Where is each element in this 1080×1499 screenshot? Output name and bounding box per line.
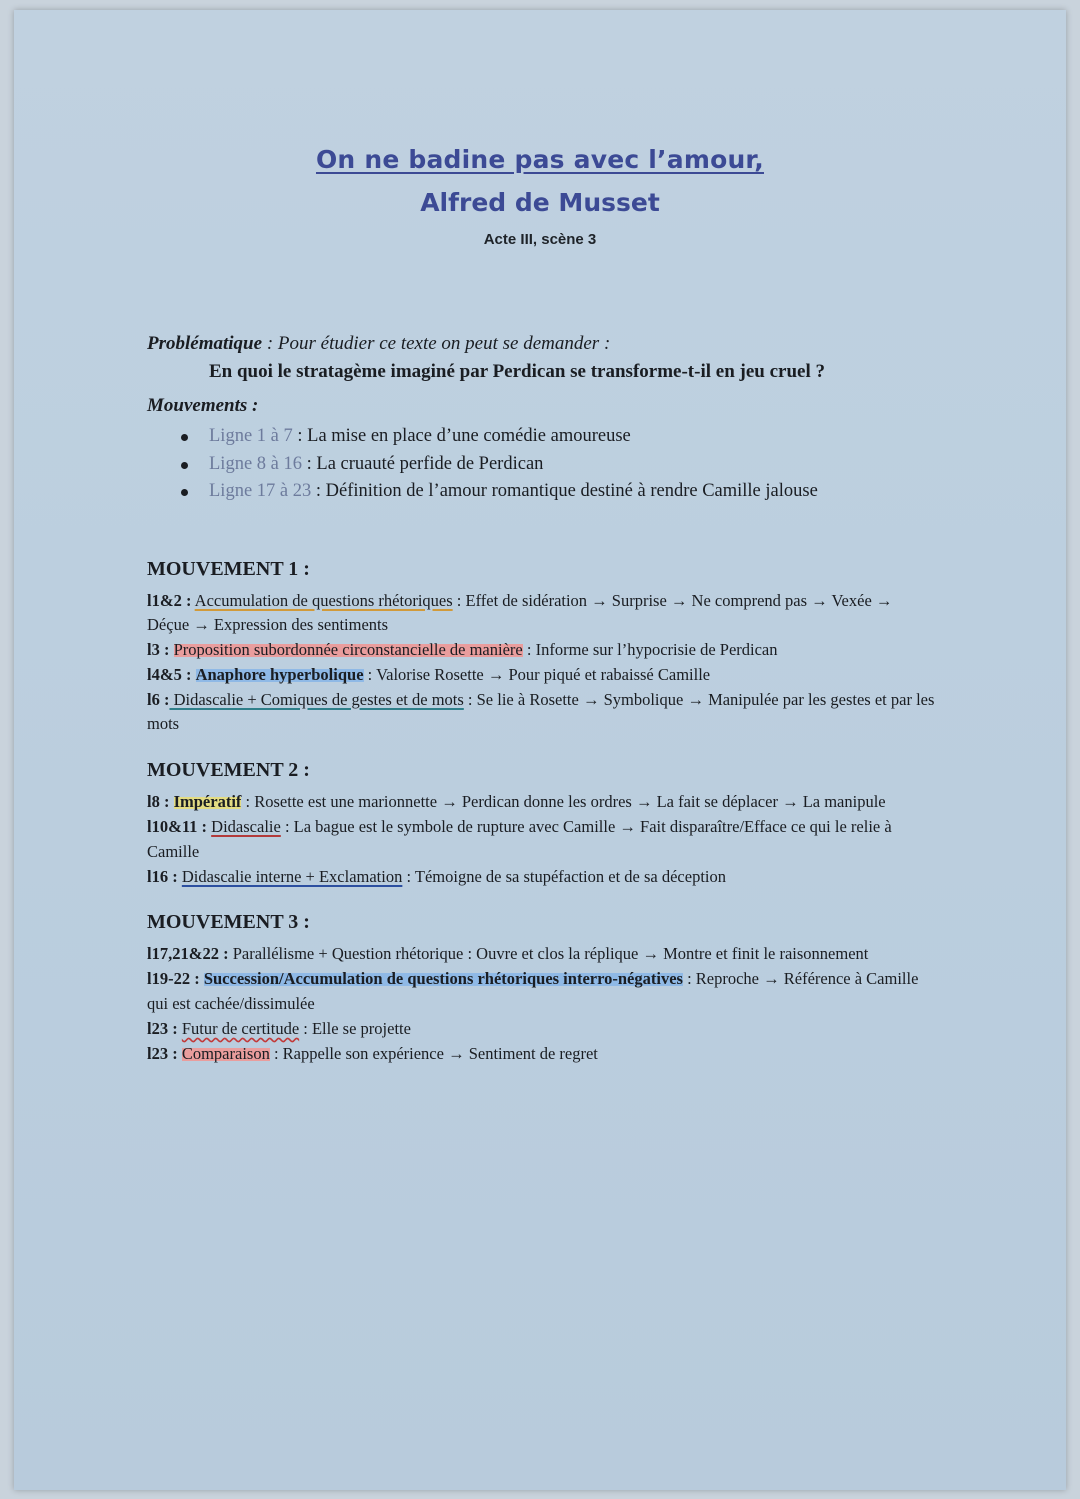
list-item: [209, 423, 937, 451]
document-body: [147, 333, 937, 1066]
section-mouvement-3: [147, 911, 937, 1066]
entry-term: Succession/Accumulation de questions rhétoriques interro-négatives: [203, 969, 683, 989]
entry-term: Anaphore hyperbolique: [195, 664, 364, 684]
list-item: [209, 451, 937, 479]
entry-ref: l4&5 :: [147, 664, 192, 684]
section-title: MOUVEMENT 3 :: [147, 911, 310, 934]
title-block: [0, 145, 1080, 248]
entry-ref: l23 :: [147, 1043, 178, 1063]
entry-text: : Effet de sidération → Surprise → Ne comprend pas → Vexée → Déçue → Expression des sentiments: [147, 590, 893, 635]
problematique-intro: : Pour étudier ce texte on peut se demander :: [262, 333, 611, 354]
entry-term: Impératif: [173, 792, 242, 812]
list-item: [209, 478, 937, 506]
line-ref: Ligne 17 à 23: [209, 481, 312, 501]
entry-text: : Témoigne de sa stupéfaction et de sa déception: [402, 866, 726, 886]
analysis-entry: [147, 790, 937, 815]
entry-term: Didascalie interne + Exclamation: [181, 866, 403, 886]
bullet-icon: [181, 489, 188, 496]
entry-text: : Rosette est une marionnette → Perdican donne les ordres → La fait se déplacer → La manipule: [241, 792, 886, 812]
entry-term: Didascalie + Comiques de gestes et de mots: [169, 689, 464, 709]
entry-ref: l8 :: [147, 792, 170, 812]
entry-term: Parallélisme + Question rhétorique: [232, 944, 464, 964]
entry-text: : Reproche → Référence à Camille qui est cachée/dissimulée: [147, 969, 919, 1014]
entry-text: : Elle se projette: [299, 1018, 411, 1038]
entry-ref: l10&11 :: [147, 817, 208, 837]
document-author: Alfred de Musset: [420, 188, 660, 217]
section-mouvement-2: [147, 759, 937, 889]
line-ref: Ligne 1 à 7: [209, 426, 293, 446]
entry-ref: l16 :: [147, 866, 178, 886]
entry-text: : Ouvre et clos la réplique → Montre et finit le raisonnement: [463, 944, 869, 964]
analysis-entry: [147, 589, 937, 639]
entry-term: Didascalie: [211, 817, 281, 837]
entry-term: Accumulation de questions rhétoriques: [194, 590, 453, 610]
problematique-label: Problématique: [147, 333, 263, 354]
mouvements-label: Mouvements :: [147, 395, 259, 416]
document-title: On ne badine pas avec l’amour,: [315, 145, 764, 174]
entry-ref: l23 :: [147, 1018, 178, 1038]
section-mouvement-1: [147, 558, 937, 738]
entry-text: : Valorise Rosette → Pour piqué et rabaissé Camille: [363, 664, 711, 684]
bullet-icon: [181, 434, 188, 441]
section-title: MOUVEMENT 1 :: [147, 557, 310, 580]
entry-ref: l1&2 :: [147, 590, 192, 610]
analysis-entry: [147, 967, 937, 1017]
entry-ref: l19-22 :: [147, 969, 200, 989]
entry-term: Comparaison: [181, 1043, 270, 1063]
entry-text: : La bague est le symbole de rupture avec Camille → Fait disparaître/Efface ce qui le relie à Camille: [147, 817, 892, 861]
entry-text: : Rappelle son expérience → Sentiment de regret: [269, 1043, 598, 1063]
document-act: Acte III, scène 3: [483, 231, 597, 248]
analysis-entry: [147, 1042, 937, 1067]
analysis-entry: [147, 688, 937, 738]
entry-ref: l17,21&22 :: [147, 944, 229, 964]
entry-ref: l3 :: [147, 640, 170, 660]
analysis-entry: [147, 815, 937, 865]
section-title: MOUVEMENT 2 :: [147, 759, 310, 782]
mouvements-list: [147, 423, 937, 506]
problematique-question: En quoi le stratagème imaginé par Perdican se transforme-t-il en jeu cruel ?: [209, 361, 825, 382]
list-item-text: : La cruauté perfide de Perdican: [302, 453, 544, 474]
entry-text: : Se lie à Rosette → Symbolique → Manipulée par les gestes et par les mots: [147, 689, 935, 734]
entry-ref: l6 :: [147, 689, 170, 709]
analysis-entry: [147, 663, 937, 688]
analysis-entry: [147, 865, 937, 890]
bullet-icon: [181, 462, 188, 469]
analysis-entry: [147, 942, 937, 967]
entry-term: Proposition subordonnée circonstancielle de manière: [173, 640, 523, 660]
list-item-text: : Définition de l’amour romantique destiné à rendre Camille jalouse: [311, 481, 818, 501]
list-item-text: : La mise en place d’une comédie amoureuse: [292, 426, 631, 446]
analysis-entry: [147, 638, 937, 663]
entry-text: : Informe sur l’hypocrisie de Perdican: [522, 640, 778, 660]
entry-term: Futur de certitude: [181, 1018, 300, 1038]
analysis-entry: [147, 1017, 937, 1042]
problematique: [147, 333, 937, 355]
line-ref: Ligne 8 à 16: [209, 453, 302, 474]
